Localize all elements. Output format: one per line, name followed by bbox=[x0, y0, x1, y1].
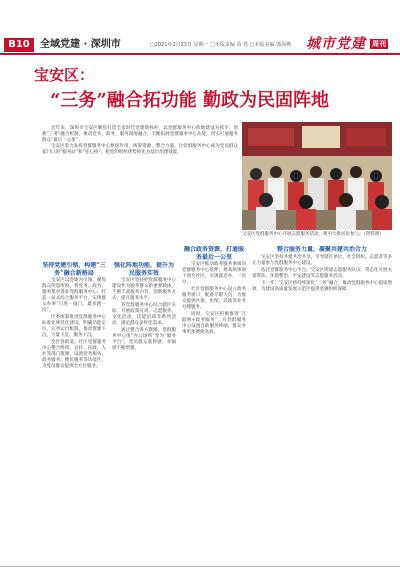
date-editor-line: □2021年2月23日 星期一 □本版责编 苗 铁 □本版美编 郭海燕 bbox=[150, 42, 291, 48]
lead-paragraph: 近年来，深圳市宝安区聚焦打造全市时代党建新标杆，以党群服务中心阵地建设为抓手，创新“三务”融合机制，推动党务、政务、服务深度融合，不断拓展党群服务中心功能，切实打通服务群众“最后一公里”。 bbox=[42, 126, 238, 143]
masthead-title: 城市党建 bbox=[306, 36, 366, 52]
footer-rule bbox=[0, 566, 400, 567]
photo-image bbox=[242, 122, 392, 230]
column-paragraph: 通过整合各方资源，党群服务中心由“办公场所”变为“服务平台”，党员群众获得感、幸福感不断增强。 bbox=[112, 328, 176, 351]
news-photo bbox=[242, 122, 392, 230]
section-title: 全域党建 · 深圳市 bbox=[40, 39, 121, 50]
article-column bbox=[252, 246, 392, 562]
subheading: 融合政务资源，打通服务最后一公里 bbox=[183, 246, 244, 261]
subheading: 整合服务力量，凝聚共建共治合力 bbox=[276, 246, 367, 253]
headline-kicker: 宝安区： bbox=[34, 66, 95, 84]
column-paragraph: 全区各街道、社区党群服务中心整合组织、宣传、民政、人社等部门资源，设置党务服务、政务服务、便民服务等功能区，为党员群众提供全方位服务。 bbox=[42, 340, 106, 369]
page-number: B10 bbox=[4, 38, 34, 52]
column-paragraph: 宝安区坚持把党群服务中心建设作为服务群众的重要载体，不断丰富服务内容，创新服务方式，提升服务水平。 bbox=[112, 278, 176, 301]
article-column bbox=[112, 262, 176, 562]
column-paragraph: 下一步，宝安区将持续深化“三务”融合，推动党群服务中心提质增效，为建设高质量发展示范区提供坚强组织保障。 bbox=[252, 280, 392, 292]
page-header bbox=[0, 0, 400, 56]
column-paragraph: 社区党群服务中心设立政务服务窗口，配备专职人员，为群众提供社保、医保、民政等业务办理服务。 bbox=[182, 287, 246, 310]
article-column bbox=[42, 262, 106, 562]
column-paragraph: 各党群服务中心结合辖区实际，开展政策宣讲、志愿服务、文化活动、技能培训等系列活动，满足群众多样化需求。 bbox=[112, 303, 176, 326]
subheading: 坚持党建引领，构建“三务”融合新格局 bbox=[42, 262, 106, 277]
headline-title: “三务”融合拓功能 勤政为民固阵地 bbox=[50, 90, 329, 111]
masthead-tag: 周刊 bbox=[372, 40, 386, 48]
lead-paragraphs bbox=[42, 126, 238, 156]
column-paragraph: 区委统筹推进党群服务中心标准化规范化建设，明确功能定位，完善运行机制，推动资源下沉、力量下沉、服务下沉。 bbox=[42, 315, 106, 338]
column-paragraph: 同时，宝安区积极推进“互联网+政务服务”，在党群服务中心设置自助服务终端，群众办事更加便捷高效。 bbox=[182, 312, 246, 335]
lead-paragraph: 宝安区着力发挥党群服务中心枢纽作用，统筹资源、整合力量，让党群服务中心成为党员群众家门口的“服务站”和“连心桥”，把党的组织优势转化为基层治理效能。 bbox=[42, 144, 238, 155]
column-paragraph: 宝安区推动政务服务事项向党群服务中心延伸，将高频事项下放至社区，实现就近办、一次办。 bbox=[182, 262, 246, 285]
column-paragraph: 宝安区以党建为引领，聚焦群众所思所盼，将党务、政务、服务集中进驻党群服务中心，打造一站式综合服务平台，实现群众办事“只进一扇门、最多跑一次”。 bbox=[42, 278, 106, 313]
photo-caption: 宝安区党群服务中心开展志愿服务活动，吸引大批居民参与。（资料图） bbox=[242, 232, 384, 237]
article-column bbox=[182, 246, 246, 562]
header-rule bbox=[0, 53, 400, 55]
subheading: 强化阵地功能，提升为民服务实效 bbox=[113, 262, 174, 277]
column-paragraph: 依托党群服务中心平台，宝安区组建志愿服务队伍，常态化开展关爱帮扶、环境整治、平安建设等志愿服务活动。 bbox=[252, 267, 392, 279]
column-paragraph: 宝安区坚持共建共治共享，引导辖区单位、社会组织、志愿者等多元力量参与党群服务中心建设。 bbox=[252, 254, 392, 266]
